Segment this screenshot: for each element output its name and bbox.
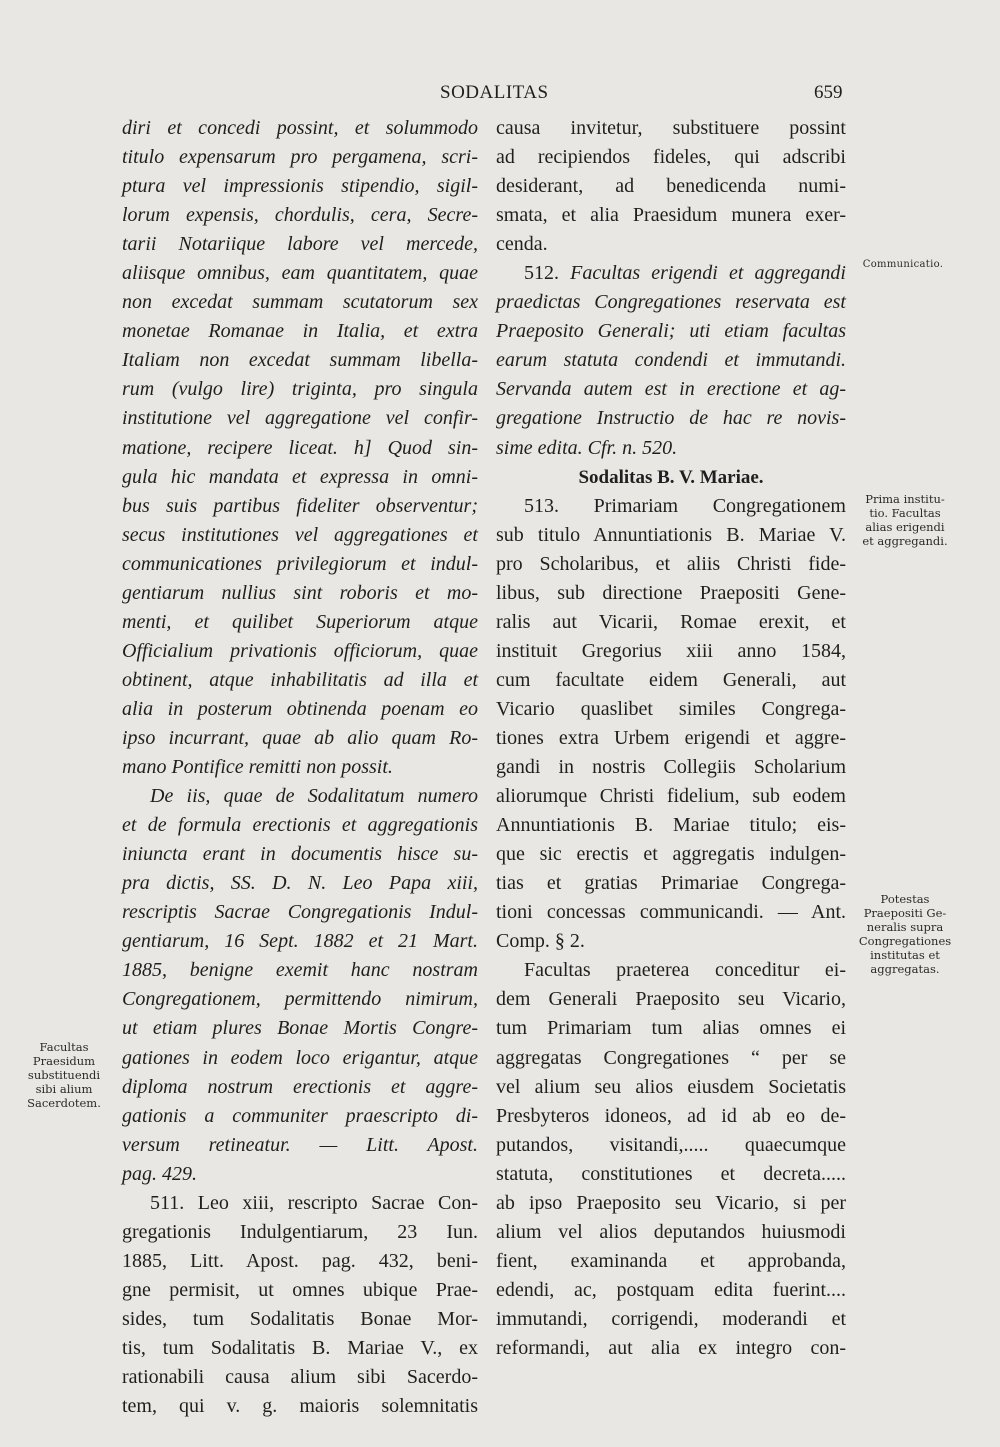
text-line: earum statuta condendi et immutandi. xyxy=(496,349,846,372)
text-line: diploma nostrum erectionis et aggre- xyxy=(122,1075,478,1098)
text-line: diri et concedi possint, et solummodo xyxy=(122,117,478,139)
text-line: statuta, constitutiones et decreta..... xyxy=(496,1162,846,1185)
text-line: Italiam non excedat summam libella- xyxy=(122,349,478,372)
text-line: ad recipiendos fideles, qui adscribi xyxy=(496,146,846,169)
text-line: Presbyteros idoneos, ad id ab eo de- xyxy=(496,1104,846,1127)
text-line: et de formula erectionis et aggregationis xyxy=(122,814,478,837)
text-line: rescriptis Sacrae Congregationis Indul- xyxy=(122,901,478,924)
text-line: gne permisit, ut omnes ubique Prae- xyxy=(122,1278,478,1301)
text-line: tias et gratias Primariae Congrega- xyxy=(496,872,846,895)
margin-note-line: aggregatas. xyxy=(870,962,940,976)
text-line: sime edita. Cfr. n. 520. xyxy=(496,436,678,459)
text-line: aggregatas Congregationes “ per se xyxy=(496,1046,846,1069)
text-line: Servanda autem est in erectione et ag- xyxy=(496,378,846,401)
text-line: Praeposito Generali; uti etiam facultas xyxy=(496,320,846,343)
text-line: versum retineatur. — Litt. Apost. xyxy=(122,1133,478,1156)
text-line: monetae Romanae in Italia, et extra xyxy=(122,320,478,343)
running-head: SODALITAS xyxy=(440,82,549,103)
text-line: desiderant, ad benedicenda numi- xyxy=(496,175,846,198)
text-line: 513. Primariam Congregationem xyxy=(524,494,846,517)
text-line: matione, recipere liceat. h] Quod sin- xyxy=(122,436,478,459)
text-line: gentiarum nullius sint roboris et mo- xyxy=(122,581,478,604)
margin-note-potestas-praepositi xyxy=(852,892,958,976)
text-line: smata, et alia Praesidum munera exer- xyxy=(496,204,846,227)
text-line: titulo expensarum pro pergamena, scri- xyxy=(122,146,478,169)
margin-note-line: Potestas xyxy=(880,892,930,906)
margin-note-line: tio. Facultas xyxy=(869,506,941,520)
text-line: non excedat summam scutatorum sex xyxy=(122,291,478,314)
text-line: tum Primariam tum alias omnes ei xyxy=(496,1017,846,1040)
text-line: pra dictis, SS. D. N. Leo Papa xiii, xyxy=(122,872,478,895)
text-line: Officialium privationis officiorum, quae xyxy=(122,639,478,662)
text-line: tis, tum Sodalitatis B. Mariae V., ex xyxy=(122,1336,478,1359)
margin-note-line: institutas et xyxy=(870,948,940,962)
text-line: pag. 429. xyxy=(122,1162,197,1185)
text-line: tarii Notariique labore vel mercede, xyxy=(122,233,478,256)
text-line: causa invitetur, substituere possint xyxy=(496,117,846,139)
text-line: alia in posterum obtinenda poenam eo xyxy=(122,697,478,720)
text-line: cenda. xyxy=(496,233,548,256)
margin-note-line: neralis supra xyxy=(866,920,944,934)
text-line: aliisque omnibus, eam quantitatem, quae xyxy=(122,262,478,285)
margin-note-line: sibi alium xyxy=(35,1082,93,1096)
margin-note-line: Communicatio. xyxy=(862,259,944,270)
left-text-column xyxy=(122,114,478,1421)
text-line: Annuntiationis B. Mariae titulo; eis- xyxy=(496,814,846,837)
text-line: mano Pontifice remitti non possit. xyxy=(122,756,393,779)
text-line: gationis a communiter praescripto di- xyxy=(122,1104,478,1127)
text-line: Comp. § 2. xyxy=(496,930,585,953)
text-line: fient, examinanda et approbanda, xyxy=(496,1249,846,1272)
text-line: aliorumque Christi fidelium, sub eodem xyxy=(496,785,846,808)
text-line: tioni concessas communicandi. — Ant. xyxy=(496,901,846,924)
margin-note-line: alias erigendi xyxy=(865,520,945,534)
text-line: pro Scholaribus, et aliis Christi fide- xyxy=(496,552,846,575)
margin-note-line: Facultas xyxy=(39,1040,89,1054)
text-line: que sic erectis et aggregatis indulgen- xyxy=(496,843,846,866)
text-line: gregatione Instructio de hac re novis- xyxy=(496,407,846,430)
page-number: 659 xyxy=(814,82,843,103)
text-line: gula hic mandata et expressa in omni- xyxy=(122,465,478,488)
text-line: libus, sub directione Praepositi Gene- xyxy=(496,581,846,604)
italic-text: Facultas erigendi et aggregandi xyxy=(570,262,846,285)
text-line: ipso incurrant, quae ab alio quam Ro- xyxy=(122,726,478,749)
text-line: alium vel alios deputandos huiusmodi xyxy=(496,1220,846,1243)
text-line: ralis aut Vicarii, Romae erexit, et xyxy=(496,610,846,633)
margin-note-line: Prima institu- xyxy=(865,492,945,506)
text-line: lorum expensis, chordulis, cera, Secre- xyxy=(122,204,478,227)
text-line: obtinent, atque inhabilitatis ad illa et xyxy=(122,668,478,691)
margin-note-prima-institutio xyxy=(852,492,958,548)
text-line: 1885, Litt. Apost. pag. 432, beni- xyxy=(122,1249,478,1272)
margin-note-line: Praesidum xyxy=(32,1054,96,1068)
text-line: rum (vulgo lire) triginta, pro singula xyxy=(122,378,478,401)
text-line: rationabili causa alium sibi Sacerdo- xyxy=(122,1366,478,1389)
text-line: communicationes privilegiorum et indul- xyxy=(122,552,478,575)
text-line: 511. Leo xiii, rescripto Sacrae Con- xyxy=(150,1191,478,1214)
text-line: sides, tum Sodalitatis Bonae Mor- xyxy=(122,1307,478,1330)
text-line: gregationis Indulgentiarum, 23 Iun. xyxy=(122,1220,478,1243)
text-line: vel alium seu alios eiusdem Societatis xyxy=(496,1075,846,1098)
text-line: institutione vel aggregatione vel confir- xyxy=(122,407,478,430)
margin-note-line: Sacerdotem. xyxy=(27,1096,101,1110)
text-line: gandi in nostris Collegiis Scholarium xyxy=(496,756,846,779)
paragraph-number: 512. xyxy=(524,262,571,285)
text-line: ut etiam plures Bonae Mortis Congre- xyxy=(122,1017,478,1040)
text-line: gentiarum, 16 Sept. 1882 et 21 Mart. xyxy=(122,930,478,953)
text-line: putandos, visitandi,..... quaecumque xyxy=(496,1133,846,1156)
text-line: De iis, quae de Sodalitatum numero xyxy=(150,785,478,808)
text-line: bus suis partibus fideliter observentur; xyxy=(122,494,478,517)
text-line: tem, qui v. g. maioris solemnitatis xyxy=(122,1395,478,1418)
text-line: menti, et quilibet Superiorum atque xyxy=(122,610,478,633)
text-line: cum facultate eidem Generali, aut xyxy=(496,668,846,691)
text-line: instituit Gregorius xiii anno 1584, xyxy=(496,639,846,662)
text-line: Facultas praeterea conceditur ei- xyxy=(524,959,846,982)
text-line: secus institutiones vel aggregationes et xyxy=(122,523,478,546)
text-line: Congregationem, permittendo nimirum, xyxy=(122,988,478,1011)
text-line: sub titulo Annuntiationis B. Mariae V. xyxy=(496,523,846,546)
text-line xyxy=(496,259,846,288)
text-line: dem Generali Praeposito seu Vicario, xyxy=(496,988,846,1011)
text-line: Sodalitas B. V. Mariae. xyxy=(578,466,764,488)
text-line: Vicario quaslibet similes Congrega- xyxy=(496,697,846,720)
text-line: ptura vel impressionis stipendio, sigil- xyxy=(122,175,478,198)
text-line: praedictas Congregationes reservata est xyxy=(496,291,846,314)
margin-note-line: Congregationes xyxy=(858,934,952,948)
margin-note-line: et aggregandi. xyxy=(862,534,948,548)
text-line: edendi, ac, postquam edita fuerint.... xyxy=(496,1278,846,1301)
right-text-column xyxy=(496,114,846,1363)
text-line: iniuncta erant in documentis hisce su- xyxy=(122,843,478,866)
margin-note-facultas-praesidum xyxy=(14,1040,114,1110)
margin-note-communicatio xyxy=(848,258,958,272)
margin-note-line: substituendi xyxy=(27,1068,101,1082)
text-line: ab ipso Praeposito seu Vicario, si per xyxy=(496,1191,846,1214)
text-line: reformandi, aut alia ex integro con- xyxy=(496,1336,846,1359)
text-line: gationes in eodem loco erigantur, atque xyxy=(122,1046,478,1069)
text-line: immutandi, corrigendi, moderandi et xyxy=(496,1307,846,1330)
text-line: tiones extra Urbem erigendi et aggre- xyxy=(496,726,846,749)
margin-note-line: Praepositi Ge- xyxy=(863,906,947,920)
text-line: 1885, benigne exemit hanc nostram xyxy=(122,959,478,982)
